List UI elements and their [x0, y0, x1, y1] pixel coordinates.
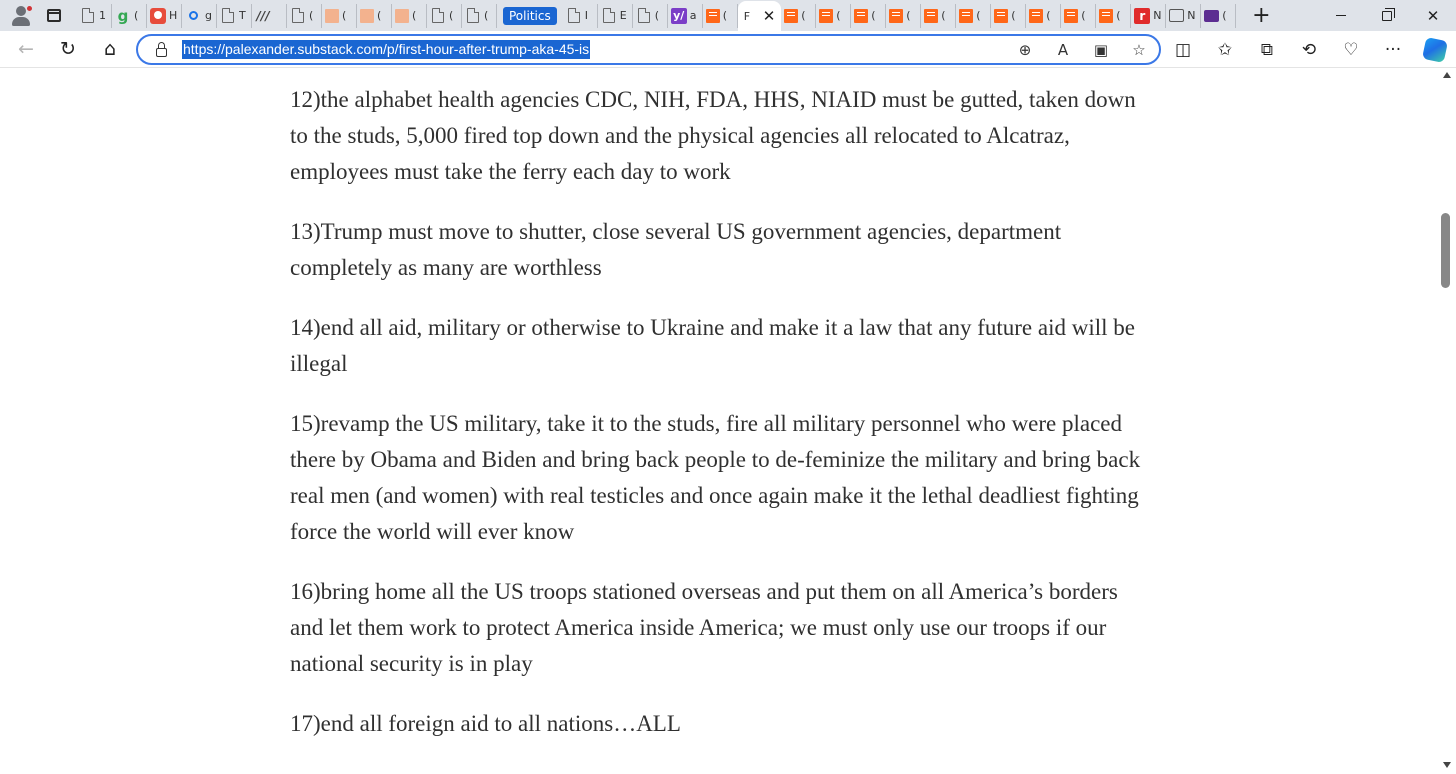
collections-button[interactable] — [1246, 34, 1288, 66]
favorites-button[interactable] — [1204, 34, 1246, 66]
yahoo-icon: y/ — [671, 8, 687, 24]
history-button[interactable] — [1288, 34, 1330, 66]
favorite-star-icon[interactable]: ☆ — [1132, 40, 1146, 59]
page-content — [0, 68, 1438, 774]
red-news-icon: r — [1134, 8, 1150, 24]
grammarly-icon: g — [117, 6, 129, 25]
tab-5[interactable]: T — [217, 4, 252, 28]
tab-26[interactable]: ( — [1061, 4, 1096, 28]
tab-19[interactable]: ( — [816, 4, 851, 28]
tab-21[interactable]: ( — [886, 4, 921, 28]
article-body — [290, 82, 1150, 766]
immersive-reader-icon[interactable]: ▣ — [1093, 40, 1109, 59]
substack-icon — [706, 9, 720, 23]
copilot-button[interactable] — [1414, 34, 1456, 66]
home-icon: ⌂ — [103, 38, 117, 60]
tab-2[interactable]: g ( — [112, 4, 147, 28]
address-bar[interactable] — [136, 34, 1161, 65]
document-icon — [222, 8, 234, 23]
document-icon — [432, 8, 444, 23]
document-icon — [568, 8, 580, 23]
scroll-up-arrow-icon[interactable] — [1443, 72, 1451, 78]
history-icon: ⟲ — [1301, 39, 1317, 60]
window-controls — [1318, 0, 1456, 31]
url-text[interactable]: https://palexander.substack.com/p/first-hour-after-trump-aka-45-is — [183, 41, 590, 57]
close-tab-icon[interactable]: ✕ — [762, 7, 776, 25]
scrollbar-thumb[interactable] — [1441, 213, 1450, 288]
substack-icon — [325, 9, 339, 23]
split-screen-icon: ◫ — [1174, 39, 1192, 60]
paragraph-14: 14)end all aid, military or otherwise to Ukraine and make it a law that any future aid will be illegal — [290, 315, 1135, 376]
tab-20[interactable]: ( — [851, 4, 886, 28]
minimize-button[interactable] — [1318, 0, 1364, 31]
tab-13[interactable]: I — [563, 4, 598, 28]
back-arrow-icon: ← — [18, 38, 34, 60]
paragraph-15: 15)revamp the US military, take it to the studs, fire all military personnel who were placed there by Obama and Biden and bring back people to de-feminize the military and bring back real men (and women) with real testicles and once again make it the lethal deadliest fighting force the world will ever know — [290, 411, 1141, 544]
home-button[interactable] — [92, 33, 128, 65]
document-icon — [638, 8, 650, 23]
document-icon — [292, 8, 304, 23]
substack-icon — [784, 9, 798, 23]
tab-3[interactable]: H — [147, 4, 182, 28]
substack-icon — [854, 9, 868, 23]
restore-icon — [1382, 11, 1392, 21]
substack-icon — [924, 9, 938, 23]
tab-29[interactable]: N — [1166, 4, 1201, 28]
tab-30[interactable]: ( — [1201, 4, 1236, 28]
tab-actions-menu-icon[interactable] — [41, 3, 67, 29]
tab-16[interactable]: y/ a — [668, 4, 703, 28]
tab-18[interactable]: ( — [781, 4, 816, 28]
paragraph-17: 17)end all foreign aid to all nations…ALL — [290, 711, 681, 736]
tab-14[interactable]: E — [598, 4, 633, 28]
lock-icon[interactable] — [156, 48, 167, 57]
vertical-scrollbar[interactable] — [1438, 68, 1456, 774]
heart-pulse-icon: ♡ — [1343, 39, 1359, 60]
close-window-button[interactable] — [1410, 0, 1456, 31]
tab-active[interactable]: F ✕ — [738, 1, 782, 31]
document-icon — [603, 8, 615, 23]
split-screen-button[interactable] — [1162, 34, 1204, 66]
substack-icon — [395, 9, 409, 23]
tab-6[interactable] — [252, 4, 287, 28]
tab-28[interactable]: r N — [1131, 4, 1166, 28]
new-tab-button[interactable]: + — [1252, 2, 1271, 28]
collections-icon: ⧉ — [1260, 39, 1274, 60]
substack-icon — [994, 9, 1008, 23]
tab-9[interactable]: ( — [357, 4, 392, 28]
tab-15[interactable]: ( — [633, 4, 668, 28]
tab-22[interactable]: ( — [921, 4, 956, 28]
settings-more-button[interactable] — [1372, 34, 1414, 66]
tab-11[interactable]: ( — [427, 4, 462, 28]
substack-icon — [1099, 9, 1113, 23]
document-icon — [467, 8, 479, 23]
close-icon: ✕ — [1426, 6, 1440, 25]
paragraph-12: 12)the alphabet health agencies CDC, NIH, FDA, HHS, NIAID must be gutted, taken down to the studs, 5,000 fired top down and the physical agencies all relocated to Alcatraz, employees must take the ferry each day to work — [290, 87, 1136, 184]
more-dots-icon: ··· — [1384, 39, 1402, 60]
tab-strip — [0, 0, 1456, 31]
substack-icon — [889, 9, 903, 23]
tab-group-politics[interactable]: Politics — [503, 7, 557, 25]
tab-17[interactable]: ( — [703, 4, 738, 28]
minimize-icon — [1336, 15, 1346, 17]
slashes-icon: /// — [256, 8, 270, 23]
profile-avatar-icon[interactable] — [7, 2, 35, 30]
search-icon — [189, 11, 198, 20]
tab-12[interactable]: ( — [462, 4, 497, 28]
tab-27[interactable]: ( — [1096, 4, 1131, 28]
newspaper-icon — [1169, 9, 1184, 22]
substack-icon — [360, 9, 374, 23]
mail-icon — [1204, 10, 1219, 22]
back-button[interactable] — [8, 33, 44, 65]
scroll-down-arrow-icon[interactable] — [1443, 762, 1451, 768]
copilot-icon — [1422, 36, 1448, 62]
address-bar-actions — [1017, 36, 1147, 63]
tab-list — [77, 0, 1274, 31]
refresh-button[interactable] — [50, 33, 86, 65]
paragraph-16: 16)bring home all the US troops stationed overseas and put them on all America’s borders and let them work to protect America inside America; we must only use our troops if our national security is in play — [290, 579, 1118, 676]
browser-toolbar — [0, 31, 1456, 68]
zoom-icon[interactable]: ⊕ — [1018, 40, 1032, 59]
substack-icon — [1064, 9, 1078, 23]
tab-8[interactable]: ( — [322, 4, 357, 28]
tab-25[interactable]: ( — [1026, 4, 1061, 28]
restore-button[interactable] — [1364, 0, 1410, 31]
performance-button[interactable] — [1330, 34, 1372, 66]
tab-10[interactable]: ( — [392, 4, 427, 28]
tab-7[interactable]: ( — [287, 4, 322, 28]
favorites-icon: ✩ — [1217, 39, 1233, 60]
red-circle-icon — [150, 8, 166, 24]
read-aloud-icon[interactable]: A — [1057, 40, 1069, 59]
tab-24[interactable]: ( — [991, 4, 1026, 28]
substack-icon — [819, 9, 833, 23]
tab-4[interactable]: g — [182, 4, 217, 28]
tab-1[interactable]: 1 — [77, 4, 112, 28]
refresh-icon: ↻ — [60, 38, 76, 60]
substack-icon — [1029, 9, 1043, 23]
tab-23[interactable]: ( — [956, 4, 991, 28]
document-icon — [82, 8, 94, 23]
paragraph-13: 13)Trump must move to shutter, close several US government agencies, department completely as many are worthless — [290, 219, 1062, 280]
toolbar-right-icons — [1162, 31, 1456, 68]
substack-icon — [959, 9, 973, 23]
